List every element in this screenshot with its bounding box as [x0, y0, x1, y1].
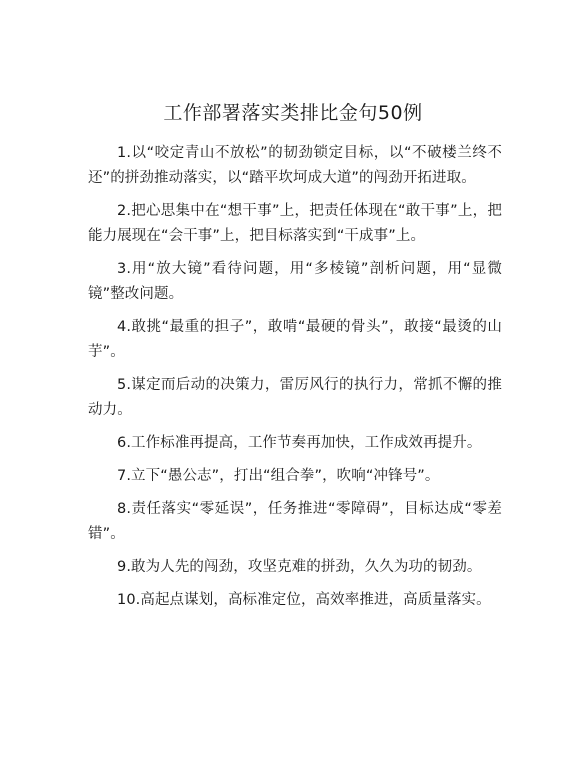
- list-item: 8.责任落实“零延误”，任务推进“零障碍”，目标达成“零差错”。: [88, 501, 502, 542]
- list-item: 10.高起点谋划，高标准定位，高效率推进，高质量落实。: [117, 592, 491, 608]
- list-item: 4.敢挑“最重的担子”，敢啃“最硬的骨头”，敢接“最烫的山芋”。: [88, 319, 502, 360]
- document-title: 工作部署落实类排比金句50例: [163, 102, 423, 124]
- list-item: 5.谋定而后动的决策力，雷厉风行的执行力，常抓不懈的推动力。: [88, 377, 502, 418]
- list-item: 9.敢为人先的闯劲，攻坚克难的拼劲，久久为功的韧劲。: [117, 559, 482, 575]
- item-list: [88, 141, 502, 621]
- list-item: 2.把心思集中在“想干事”上，把责任体现在“敢干事”上，把能力展现在“会干事”上，把目标落实到“干成事”上。: [88, 203, 502, 244]
- list-item: 3.用“放大镜”看待问题，用“多棱镜”剖析问题，用“显微镜”整改问题。: [88, 261, 502, 302]
- list-item: 1.以“咬定青山不放松”的韧劲锁定目标，以“不破楼兰终不还”的拼劲推动落实，以“踏平坎坷成大道”的闯劲开拓进取。: [88, 145, 502, 186]
- list-item: 6.工作标准再提高，工作节奏再加快，工作成效再提升。: [117, 435, 482, 451]
- list-item: 7.立下“愚公志”，打出“组合拳”，吹响“冲锋号”。: [117, 468, 440, 484]
